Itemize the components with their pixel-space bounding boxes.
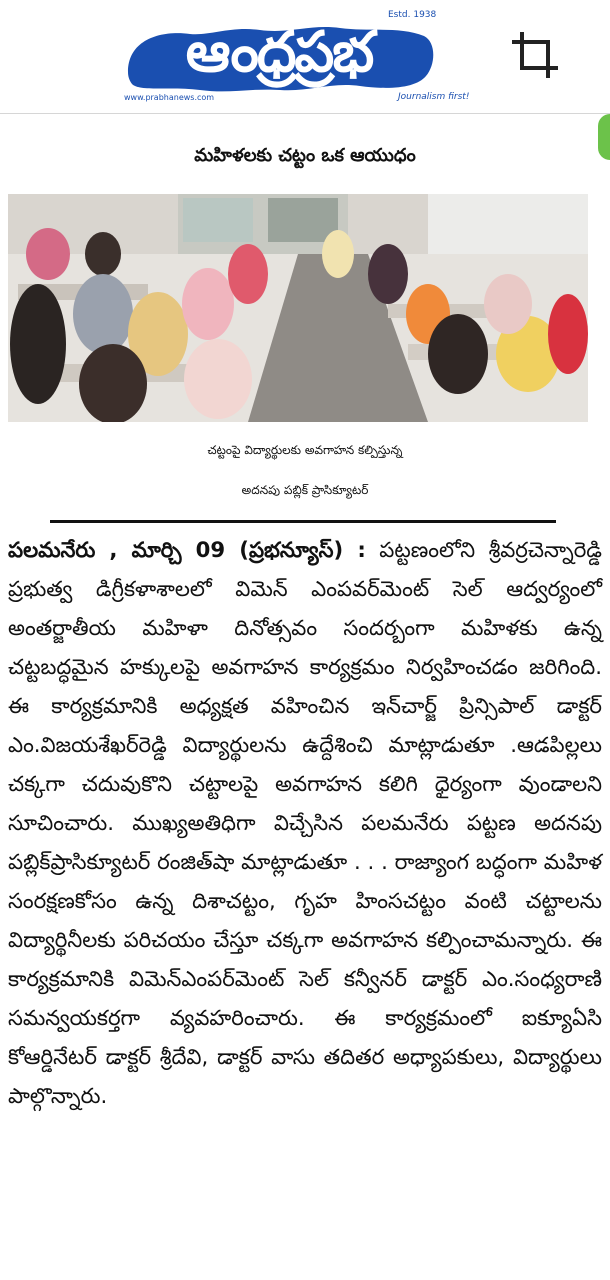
dateline: పలమనేరు , మార్చి 09 (ప్రభన్యూస్) :	[8, 537, 366, 562]
website-label: www.prabhanews.com	[124, 93, 215, 102]
photo-caption	[0, 430, 610, 510]
newspaper-logo	[120, 20, 438, 98]
logo-wordmark: ఆంధ్రప్రభ	[185, 19, 373, 85]
estd-label: Estd. 1938	[388, 10, 437, 20]
article-body	[8, 530, 602, 1115]
masthead	[0, 0, 610, 112]
tagline: Journalism first!	[398, 92, 470, 102]
caption-line-1: చట్టంపై విద్యార్థులకు అవగాహన కల్పిస్తున్న	[207, 443, 403, 457]
header-divider	[0, 113, 610, 114]
article-text: పట్టణంలోని శ్రీవర్రచెన్నారెడ్డి ప్రభుత్వ డిగ్రీకళాశాలలో విమెన్ ఎంపవర్‌మెంట్ సెల్ ఆద్వర్యంలో అంతర్జాతీయ మహిళా దినోత్సవం సందర్బంగా మహిళకు ఉన్న చట్టబద్ధమైన హక్కులపై అవగాహన కార్యక్రమం నిర్వహించడం జరిగింది. ఈ కార్యక్రమానికి అధ్యక్షత వహించిన ఇన్‌చార్జ్ ప్రిన్సిపాల్ డాక్టర్ ఎం.విజయశేఖర్‌రెడ్డి విద్యార్థులను ఉద్దేశించి మాట్లాడుతూ .ఆడపిల్లలు చక్కగా చదువుకొని చట్టాలపై అవగాహన కలిగి ధైర్యంగా వుండాలని సూచించారు. ముఖ్యఅతిధిగా విచ్చేసిన పలమనేరు పట్టణ అదనపు పబ్లిక్‌ప్రాసిక్యూటర్ రంజిత్‌షా మాట్లాడుతూ . . . రాజ్యాంగ బద్ధంగా మహిళ సంరక్షణకోసం ఉన్న దిశాచట్టం, గృహ హింసచట్టం వంటి చట్టాలను విద్యార్థినీలకు పరిచయం చేస్తూ చక్కగా అవగాహన కల్పించామన్నారు. ఈ కార్యక్రమానికి విమెన్‌ఎంపర్‌మెంట్ సెల్ కన్వీనర్ డాక్టర్ ఎం.సంధ్యరాణి సమన్వయకర్తగా వ్యవహరించారు. ఈ కార్యక్రమంలో ఐక్యూఏసి కోఆర్డినేటర్ డాక్టర్ శ్రీదేవి, డాక్టర్ వాసు తదితర అధ్యాపకులు, విద్యార్థులు పాల్గొన్నారు.	[8, 537, 602, 1108]
crop-icon[interactable]	[510, 30, 560, 80]
article-photo	[8, 194, 588, 422]
caption-line-2: అదనపు పబ్లిక్ ప్రాసిక్యూటర్	[241, 483, 369, 497]
caption-divider	[50, 520, 556, 523]
headline: మహిళలకు చట్టం ఒక ఆయుధం	[194, 145, 416, 166]
